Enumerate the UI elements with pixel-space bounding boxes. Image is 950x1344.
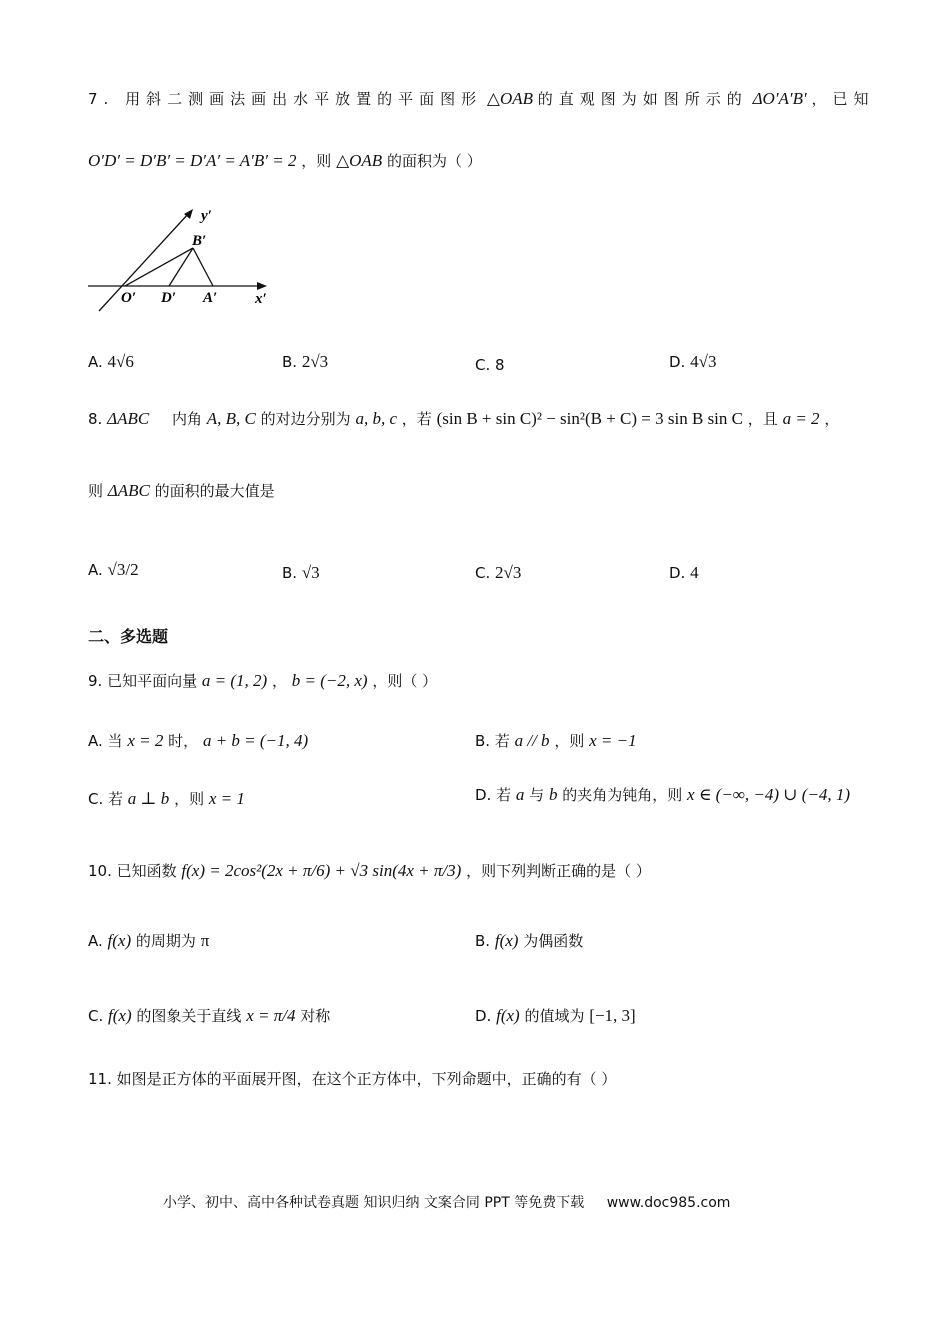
option-value: 8	[495, 356, 505, 374]
option-text: D.	[475, 1007, 492, 1025]
q9-stem	[88, 670, 437, 691]
label-d-prime: D′	[161, 290, 177, 306]
q7-text1: 7. 用斜二测画法画出水平放置的平面图形	[88, 90, 483, 108]
option-text: 的周期为	[135, 932, 196, 950]
segment-d-b	[169, 248, 193, 286]
option-math: f(x)	[496, 1006, 520, 1025]
q10-option-c	[88, 1005, 330, 1026]
q10-text1: 10. 已知函数	[88, 862, 177, 880]
option-math: a + b = (−1, 4)	[202, 731, 309, 750]
q9-option-a	[88, 730, 308, 751]
q7-text2: 的直观图为如图所示的	[537, 90, 748, 108]
option-math: f(x)	[494, 931, 519, 950]
q8-option-c	[475, 563, 521, 583]
q8-math-triangle: ΔABC	[107, 409, 150, 428]
q7-text3: ，已知	[811, 90, 875, 108]
q8-text1: 8.	[88, 410, 103, 428]
option-value: 2√3	[301, 352, 329, 371]
option-math: a	[515, 785, 525, 804]
q7-oblique-figure	[85, 200, 285, 315]
q8-option-d	[669, 563, 699, 583]
option-math: f(x)	[107, 931, 132, 950]
label-o-prime: O′	[121, 290, 137, 306]
q8-text8: 的面积的最大值是	[154, 482, 275, 500]
q8-text3: 的对边分别为	[260, 410, 351, 428]
q7-math-triangle-prime: ΔO′A′B′	[752, 89, 807, 108]
option-label: D.	[669, 353, 686, 371]
option-text: 为偶函数	[523, 932, 584, 950]
footer-text: 小学、初中、高中各种试卷真题 知识归纳 文案合同 PPT 等免费下载	[163, 1195, 585, 1211]
q8-math-a-equals: a = 2	[782, 409, 820, 428]
option-text: C. 若	[88, 790, 124, 808]
option-text: ，则	[174, 790, 205, 808]
q10-option-d	[475, 1005, 636, 1026]
option-math: a ⊥ b	[127, 789, 170, 808]
option-text: 时，	[168, 732, 199, 750]
q10-math-function: f(x) = 2cos²(2x + π/6) + √3 sin(4x + π/3)	[181, 861, 462, 880]
option-text: 的夹角为钝角，则	[562, 786, 683, 804]
option-text: D. 若	[475, 786, 512, 804]
option-math: x = π/4	[246, 1006, 296, 1025]
q7-math-triangle-oab-2: △OAB	[336, 151, 383, 170]
option-label: D.	[669, 564, 686, 582]
label-b-prime: B′	[192, 233, 207, 249]
option-label: A.	[88, 561, 103, 579]
option-text: B.	[475, 932, 491, 950]
label-x-prime: x′	[255, 291, 267, 307]
q9-text3: ，则（ ）	[372, 672, 438, 690]
option-math: x = 2	[127, 731, 164, 750]
option-math: x = 1	[208, 789, 245, 808]
q7-option-a	[88, 352, 134, 372]
option-value: 2√3	[495, 563, 522, 582]
q7-line1	[88, 88, 875, 109]
option-value: 4	[690, 563, 699, 582]
option-label: C.	[475, 356, 491, 374]
option-text: B. 若	[475, 732, 510, 750]
q9-option-b	[475, 730, 637, 751]
q9-text2: ，	[271, 672, 287, 690]
option-label: C.	[475, 564, 491, 582]
q8-math-angles: A, B, C	[206, 409, 256, 428]
q7-text4: ，则	[301, 152, 332, 170]
option-value: √3/2	[107, 560, 139, 579]
option-text: A. 当	[88, 732, 123, 750]
q10-option-b	[475, 930, 583, 951]
footer-link[interactable]: www.doc985.com	[606, 1195, 731, 1211]
label-a-prime: A′	[203, 290, 218, 306]
option-text: 对称	[300, 1007, 331, 1025]
option-math: x = −1	[589, 731, 637, 750]
option-value: 4√3	[690, 352, 717, 371]
q8-text7: 则	[88, 482, 104, 500]
option-text: C.	[88, 1007, 104, 1025]
option-math: f(x)	[108, 1006, 132, 1025]
q8-option-b	[282, 563, 320, 583]
q7-option-d	[669, 352, 716, 372]
q7-option-c	[475, 356, 505, 374]
q8-option-a	[88, 560, 139, 580]
q9-text1: 9. 已知平面向量	[88, 672, 198, 690]
section-title-multiple-choice: 二、多选题	[88, 627, 169, 646]
footer	[163, 1192, 730, 1212]
q7-text5: 的面积为（ ）	[386, 152, 482, 170]
q10-stem	[88, 860, 651, 881]
option-text: A.	[88, 932, 103, 950]
q8-math-condition: (sin B + sin C)² − sin²(B + C) = 3 sin B sin C	[436, 409, 743, 428]
q8-text4: ，若	[401, 410, 432, 428]
q9-option-c	[88, 788, 245, 809]
segment-b-a	[193, 248, 213, 286]
q9-option-d	[475, 784, 850, 805]
q10-option-a	[88, 930, 209, 951]
q8-text5: ，且	[747, 410, 778, 428]
option-value: 4√6	[107, 352, 134, 371]
q8-line1	[88, 408, 839, 429]
x-axis-arrow	[257, 282, 267, 290]
q9-math-vector-a: a = (1, 2)	[201, 671, 268, 690]
q8-text2: 内角	[171, 410, 202, 428]
option-text: 的值域为	[524, 1007, 585, 1025]
option-math: x ∈ (−∞, −4) ∪ (−4, 1)	[687, 785, 851, 804]
option-math: π	[200, 931, 210, 950]
q7-math-triangle-oab: △OAB	[486, 89, 533, 108]
option-label: B.	[282, 564, 298, 582]
q8-line2	[88, 480, 275, 501]
q8-math-triangle-2: ΔABC	[107, 481, 150, 500]
q9-math-vector-b: b = (−2, x)	[291, 671, 368, 690]
option-math: b	[548, 785, 558, 804]
q8-math-sides: a, b, c	[355, 409, 397, 428]
option-text: 的图象关于直线	[136, 1007, 242, 1025]
option-label: B.	[282, 353, 298, 371]
option-text: 与	[529, 786, 545, 804]
option-label: A.	[88, 353, 103, 371]
q10-text2: ，则下列判断正确的是（ ）	[466, 862, 651, 880]
q8-text6: ，	[824, 410, 840, 428]
q11-stem: 11. 如图是正方体的平面展开图，在这个正方体中，下列命题中，正确的有（ ）	[88, 1070, 617, 1088]
q7-option-b	[282, 352, 328, 372]
option-value: √3	[301, 563, 320, 582]
q7-line2	[88, 150, 482, 171]
option-math: a // b	[514, 731, 550, 750]
q7-math-lengths: O′D′ = D′B′ = D′A′ = A′B′ = 2	[88, 151, 297, 170]
segment-o-b	[125, 248, 193, 286]
option-text: ，则	[554, 732, 585, 750]
option-math: [−1, 3]	[589, 1006, 636, 1025]
label-y-prime: y′	[201, 208, 212, 224]
